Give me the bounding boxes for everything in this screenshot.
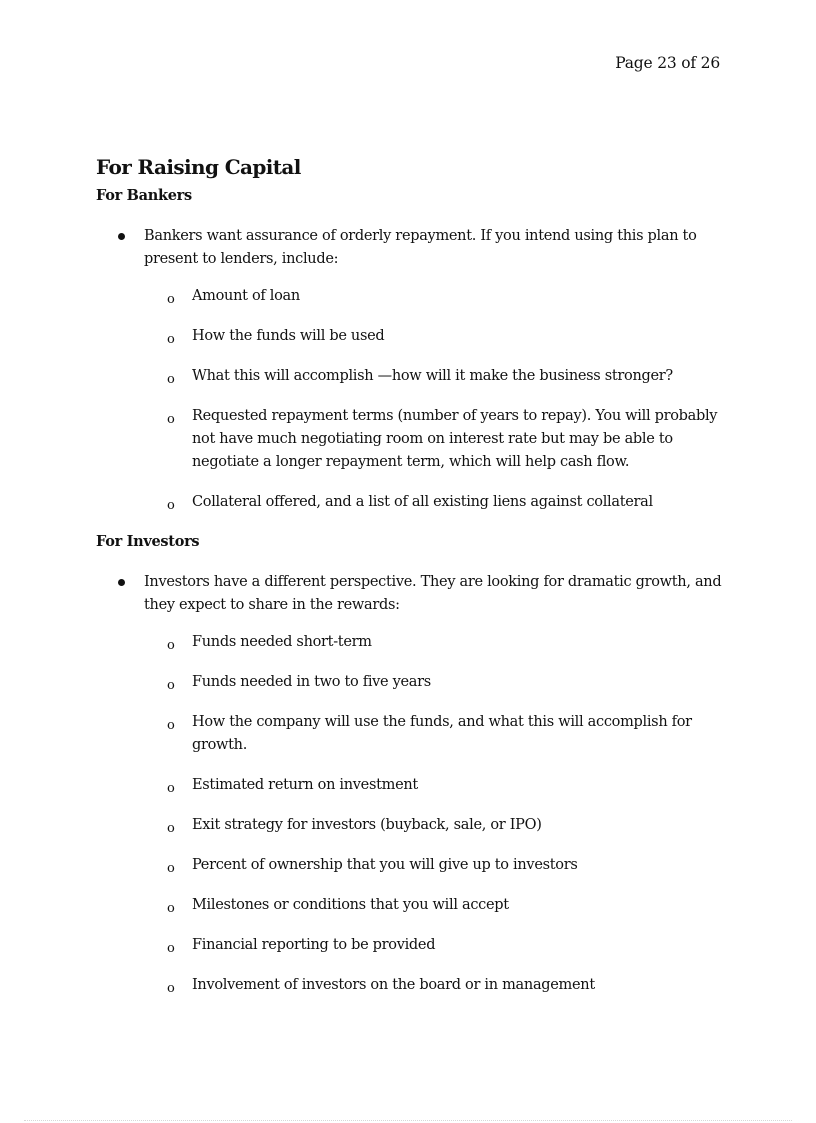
circle-bullet-icon: o — [167, 861, 175, 876]
circle-bullet-icon: o — [167, 718, 175, 733]
circle-bullet-icon: o — [167, 498, 175, 513]
page-bottom-divider — [24, 1120, 792, 1121]
investors-bullet — [96, 571, 722, 617]
bullet-dot-icon — [118, 579, 125, 586]
circle-bullet-icon: o — [167, 332, 175, 347]
circle-bullet-icon: o — [167, 941, 175, 956]
circle-bullet-icon: o — [167, 292, 175, 307]
list-item: o Funds needed in two to five years — [96, 671, 722, 694]
investors-list — [96, 631, 722, 997]
section-title: For Raising Capital — [96, 155, 301, 179]
bullet-dot-icon — [118, 233, 125, 240]
list-item: o Collateral offered, and a list of all existing liens against collateral — [96, 491, 722, 514]
page-number: Page 23 of 26 — [615, 54, 720, 72]
list-item: o Financial reporting to be provided — [96, 934, 722, 957]
list-item: o Involvement of investors on the board or in management — [96, 974, 722, 997]
circle-bullet-icon: o — [167, 678, 175, 693]
list-item: o How the funds will be used — [96, 325, 722, 348]
list-item: o Exit strategy for investors (buyback, sale, or IPO) — [96, 814, 722, 837]
investors-section — [96, 571, 722, 997]
bankers-intro: Bankers want assurance of orderly repayment. If you intend using this plan to present to lenders, include: — [144, 228, 697, 267]
circle-bullet-icon: o — [167, 372, 175, 387]
bankers-heading: For Bankers — [96, 187, 192, 204]
page-content — [96, 153, 722, 1014]
circle-bullet-icon: o — [167, 412, 175, 427]
list-item: o How the company will use the funds, and what this will accomplish for growth. — [167, 714, 692, 753]
list-item: o Milestones or conditions that you will accept — [96, 894, 722, 917]
bankers-bullet — [96, 225, 722, 271]
investors-heading: For Investors — [96, 533, 200, 550]
list-item: o Percent of ownership that you will give up to investors — [96, 854, 722, 877]
circle-bullet-icon: o — [167, 781, 175, 796]
bankers-list — [96, 285, 722, 514]
bankers-section — [96, 225, 722, 514]
list-item: o Estimated return on investment — [96, 774, 722, 797]
circle-bullet-icon: o — [167, 638, 175, 653]
list-item: o Funds needed short-term — [96, 631, 722, 654]
circle-bullet-icon: o — [167, 901, 175, 916]
list-item: o Amount of loan — [96, 285, 722, 308]
list-item: o What this will accomplish —how will it make the business stronger? — [96, 365, 722, 388]
circle-bullet-icon: o — [167, 821, 175, 836]
circle-bullet-icon: o — [167, 981, 175, 996]
list-item: o Requested repayment terms (number of years to repay). You will probably not have much negotiating room on interest rate but may be able to negotiate a longer repayment term, which will help cash flow. — [167, 408, 718, 470]
investors-intro: Investors have a different perspective. They are looking for dramatic growth, and they expect to share in the rewards: — [144, 574, 722, 613]
